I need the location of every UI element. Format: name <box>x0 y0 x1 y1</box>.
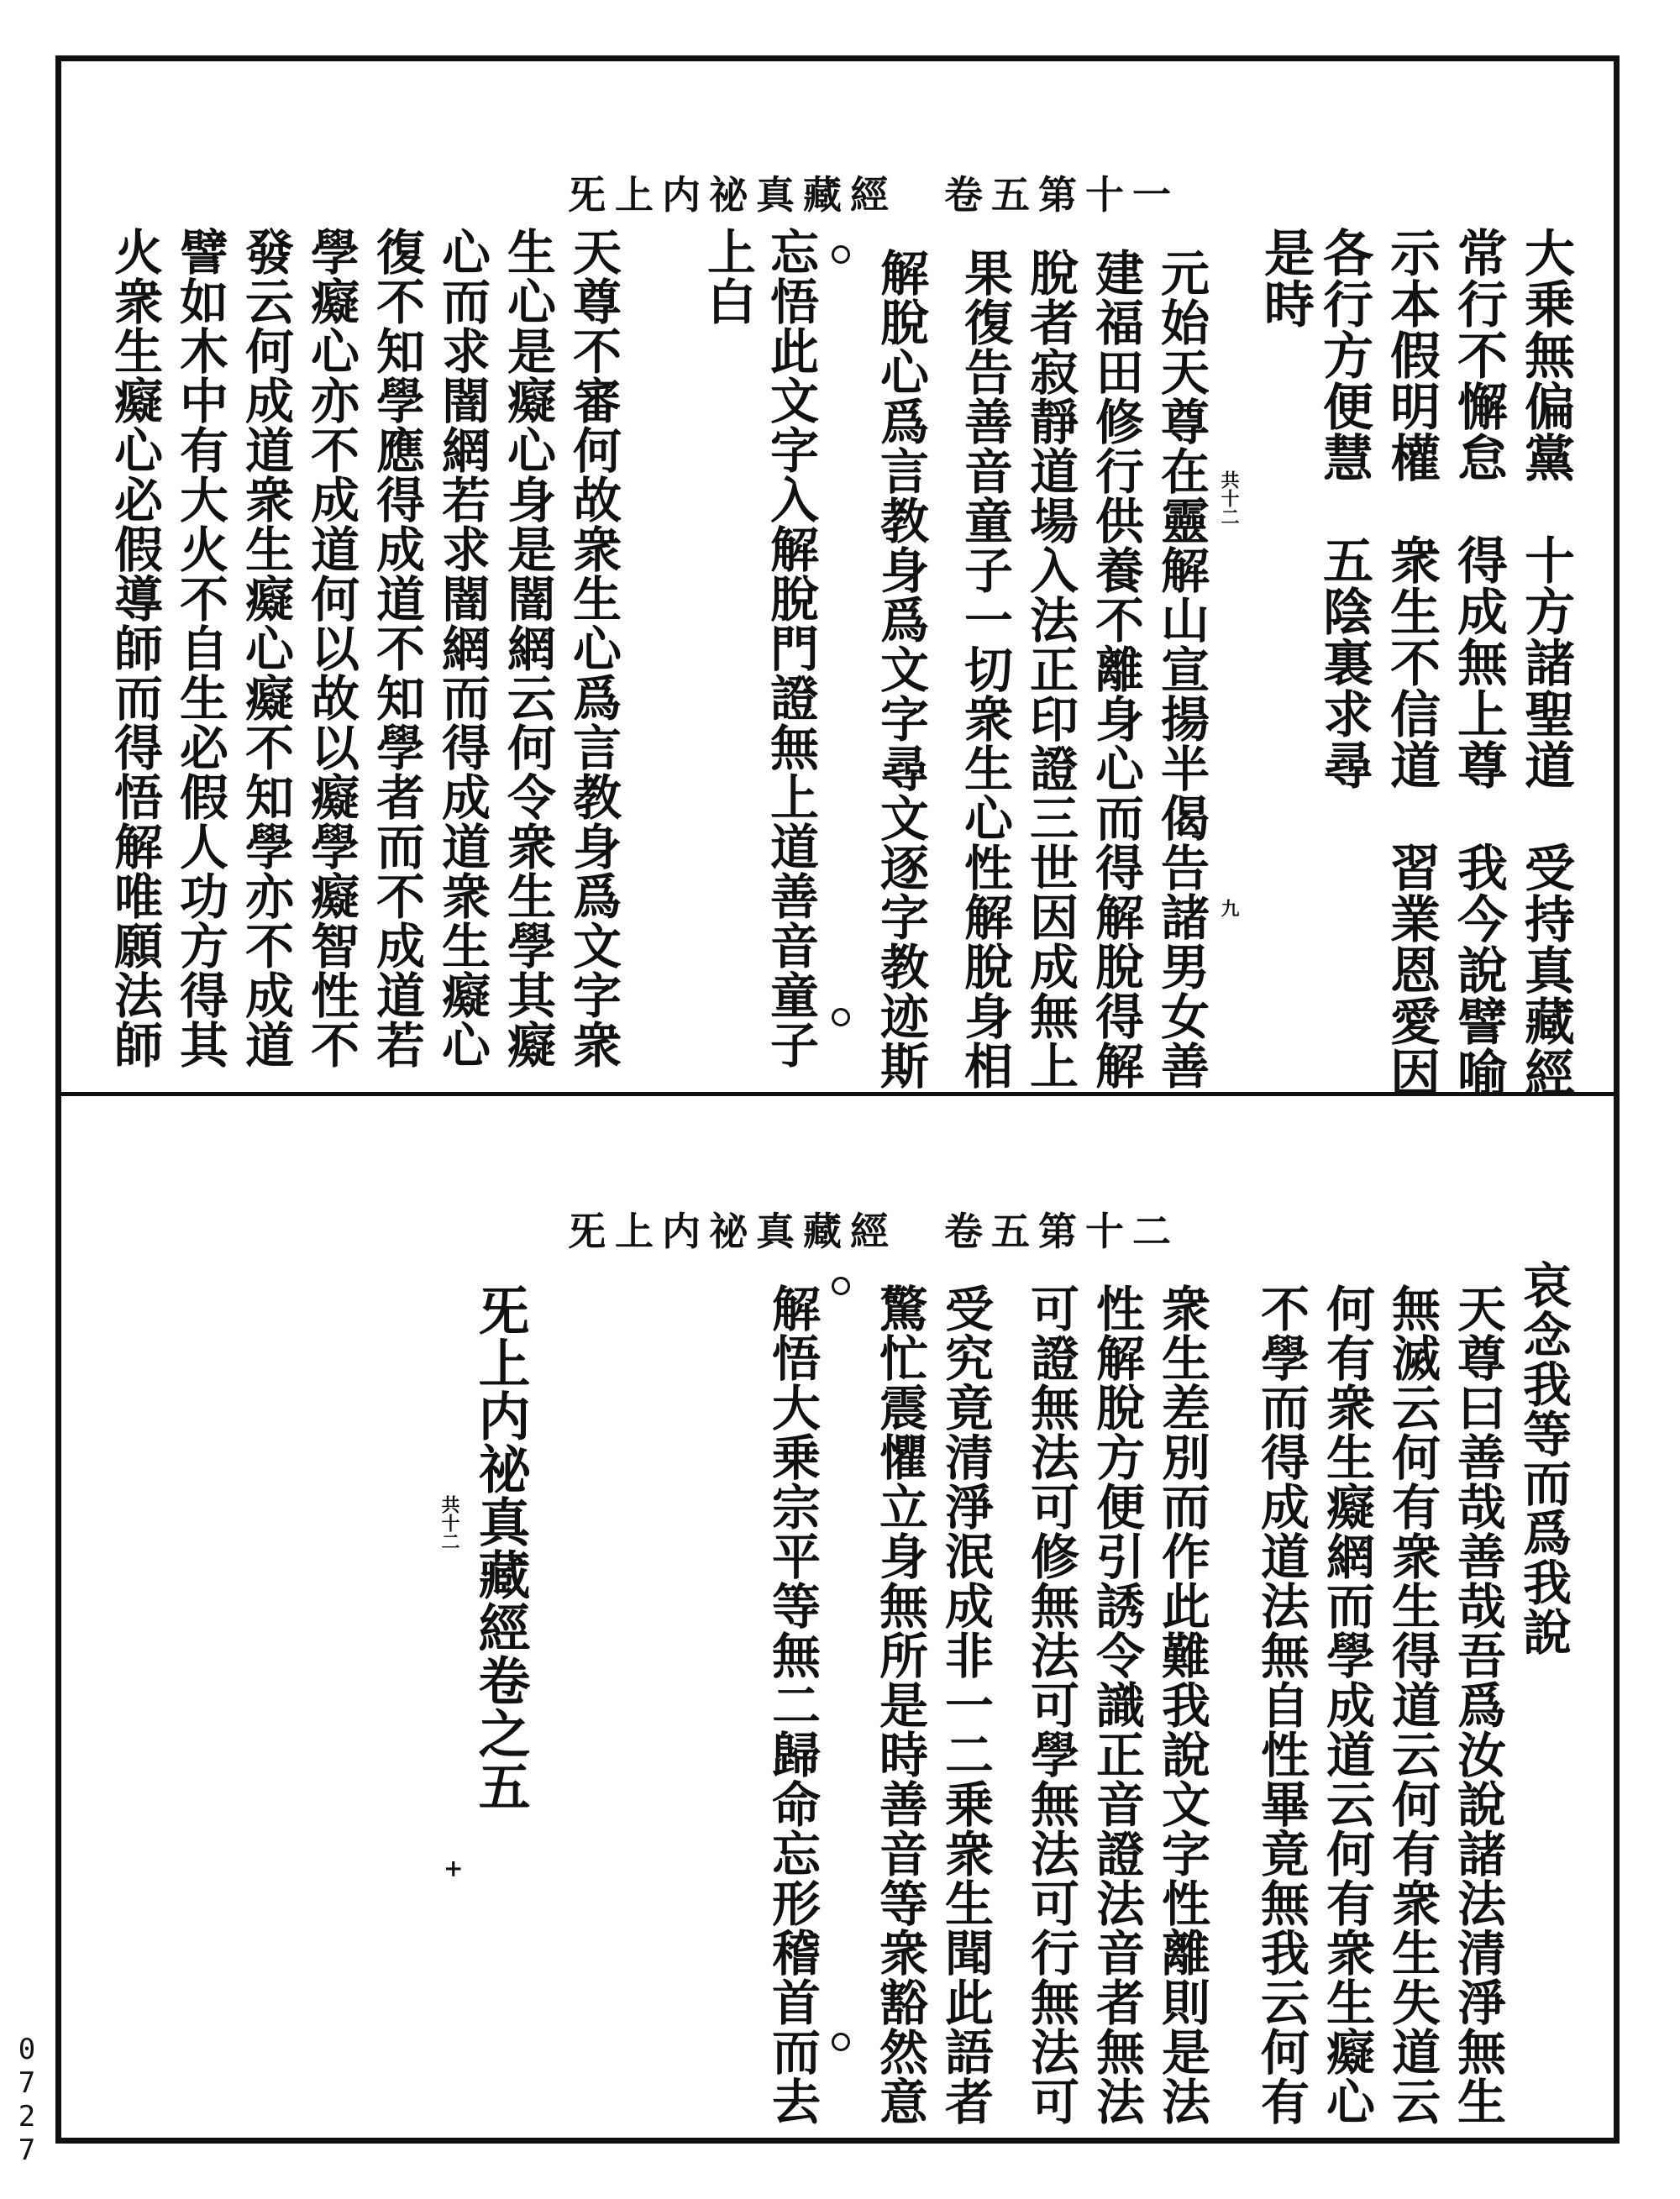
top-col-14: 生心是癡心身是闇網云何令衆生學其癡 <box>499 227 556 1069</box>
top-number-mark: 九 <box>1218 899 1240 917</box>
top-col-5: 是時 <box>1256 227 1315 329</box>
bottom-col-3: 無滅云何有衆生得道云何有衆生失道云 <box>1383 1283 1441 2126</box>
top-header: 旡上内祕真藏經 卷五第十一 <box>568 172 1179 218</box>
cross-mark: + <box>444 1855 464 1882</box>
top-col-13: 天尊不審何故衆生心爲言教身爲文字衆 <box>564 227 622 1069</box>
top-col-15: 心而求闇網若求闇網而得成道衆生癡心 <box>433 227 491 1069</box>
top-col-3: 示本假明權 衆生不信道 習業恩愛因 <box>1382 227 1441 1098</box>
bottom-col-7: 性解脫方便引誘令識正音證法音者無法 <box>1088 1283 1145 2126</box>
bottom-col-6: 衆生差別而作此難我說文字性離則是法 <box>1153 1283 1210 2126</box>
top-col-17: 學癡心亦不成道何以故以癡學癡智性不 <box>302 227 360 1069</box>
circle-mark <box>832 2033 850 2051</box>
top-count-mark: 共十二 <box>1218 470 1240 526</box>
bottom-col-2: 天尊曰善哉善哉吾爲汝說諸法清淨無生 <box>1449 1283 1506 2126</box>
bottom-col-4: 何有衆生癡網而學成道云何有衆生癡心 <box>1318 1283 1375 2126</box>
volume-end-title: 旡上内祕真藏經卷之五 <box>470 1283 531 1813</box>
top-col-11: 忘悟此文字入解脫門證無上道善音童子 <box>762 227 819 1069</box>
bottom-col-11: 解悟大乗宗平等無二歸命忘形稽首而去 <box>764 1283 821 2126</box>
top-col-2: 常行不懈怠 得成無上尊 我今說譬喻 <box>1449 227 1508 1098</box>
bottom-col-1: 哀念我等而爲我說 <box>1515 1260 1572 1656</box>
bottom-col-5: 不學而得成道法無自性畢竟無我云何有 <box>1252 1283 1310 2126</box>
circle-mark <box>832 1008 850 1026</box>
top-col-10: 解脫心爲言教身爲文字尋文逐字教迹斯 <box>872 248 929 1090</box>
top-col-20: 火衆生癡心必假導師而得悟解唯願法師 <box>106 227 163 1069</box>
top-col-18: 發云何成道衆生癡心癡不知學亦不成道 <box>237 227 294 1069</box>
top-col-8: 脫者寂靜道場入法正印證三世因成無上 <box>1021 248 1079 1090</box>
bottom-col-9: 受究竟清淨泯成非一二乗衆生聞此語者 <box>937 1283 994 2126</box>
top-col-7: 建福田修行供養不離身心而得解脫得解 <box>1087 248 1144 1090</box>
circle-mark <box>832 245 850 264</box>
page-number: 0727 <box>10 2033 44 2167</box>
top-col-6: 元始天尊在靈解山宣揚半偈告諸男女善 <box>1152 248 1210 1090</box>
bottom-count-mark: 共十二 <box>438 1495 460 1551</box>
bottom-col-8: 可證無法可修無法可學無法可行無法可 <box>1022 1283 1079 2126</box>
circle-mark <box>832 1277 850 1295</box>
top-col-4: 各行方便慧 五陰裏求尋 <box>1315 227 1373 790</box>
top-col-12: 上白 <box>699 227 756 326</box>
top-col-1: 大乗無偏黨 十方諸聖道 受持真藏經 <box>1516 227 1575 1098</box>
bottom-col-10: 驚忙震懼立身無所是時善音等衆豁然意 <box>871 1283 928 2126</box>
top-col-9: 果復告善音童子一切衆生心性解脫身相 <box>956 248 1013 1090</box>
bottom-header: 旡上内祕真藏經 卷五第十二 <box>568 1209 1179 1254</box>
top-col-19: 譬如木中有大火不自生必假人功方得其 <box>171 227 228 1069</box>
top-col-16: 復不知學應得成道不知學者而不成道若 <box>368 227 425 1069</box>
